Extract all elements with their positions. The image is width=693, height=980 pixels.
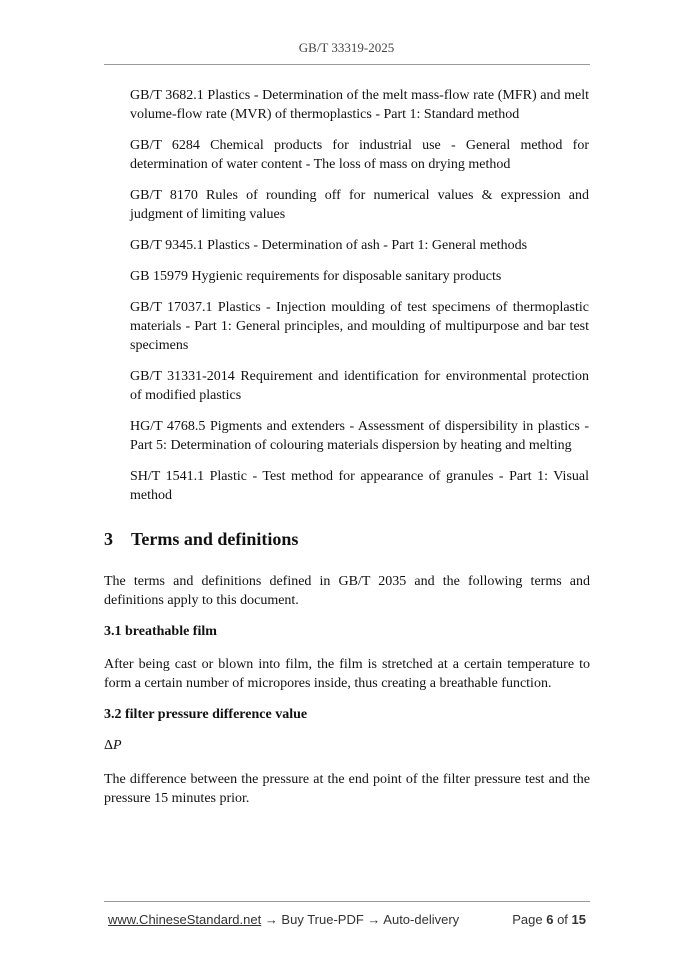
term-heading: 3.1 breathable film (104, 624, 217, 639)
header-divider (104, 64, 590, 65)
section-intro: The terms and definitions defined in GB/T 2035 and the following terms and definitions apply to this document. (104, 574, 590, 608)
section-heading (104, 529, 298, 550)
section-title: Terms and definitions (131, 529, 299, 549)
symbol-variable: P (113, 738, 122, 753)
reference-item: SH/T 1541.1 Plastic - Test method for appearance of granules - Part 1: Visual method (130, 469, 589, 503)
footer-tagline: → Buy True-PDF → Auto-delivery (261, 912, 460, 927)
reference-item: GB/T 31331-2014 Requirement and identification for environmental protection of modified plastics (130, 369, 589, 403)
page-of: of (557, 912, 568, 927)
page-header: GB/T 33319-2025 (298, 40, 395, 55)
term-definition: The difference between the pressure at the end point of the filter pressure test and the pressure 15 minutes prior. (104, 772, 590, 806)
page-total: 15 (571, 912, 586, 927)
term-symbol (104, 738, 122, 754)
term-definition: After being cast or blown into film, the film is stretched at a certain temperature to form a certain number of micropores inside, thus creating a breathable function. (104, 657, 590, 691)
reference-item: GB/T 8170 Rules of rounding off for numerical values & expression and judgment of limiting values (130, 188, 589, 222)
reference-item: GB/T 17037.1 Plastics - Injection moulding of test specimens of thermoplastic materials - Part 1: General principles, and moulding of multipurpose and bar test specimens (130, 300, 589, 353)
reference-item: GB/T 9345.1 Plastics - Determination of ash - Part 1: General methods (130, 238, 528, 253)
page-current: 6 (546, 912, 554, 927)
normative-references-list (130, 86, 589, 517)
page-label: Page (512, 912, 543, 927)
footer-divider (104, 901, 590, 902)
reference-item: GB 15979 Hygienic requirements for disposable sanitary products (130, 269, 502, 284)
reference-item: HG/T 4768.5 Pigments and extenders - Assessment of dispersibility in plastics - Part 5: Determination of colouring materials dispersion by heating and melting (130, 419, 589, 453)
footer-promo (108, 912, 459, 927)
page-number (512, 912, 586, 927)
reference-item: GB/T 6284 Chemical products for industrial use - General method for determination of water content - The loss of mass on drying method (130, 138, 589, 172)
term-heading: 3.2 filter pressure difference value (104, 707, 308, 722)
section-number: 3 (104, 529, 113, 549)
page-footer (108, 912, 586, 932)
reference-item: GB/T 3682.1 Plastics - Determination of the melt mass-flow rate (MFR) and melt volume-flow rate (MVR) of thermoplastics - Part 1: Standard method (130, 88, 589, 122)
symbol-prefix: Δ (104, 738, 114, 753)
site-link[interactable]: www.ChineseStandard.net (108, 912, 262, 927)
